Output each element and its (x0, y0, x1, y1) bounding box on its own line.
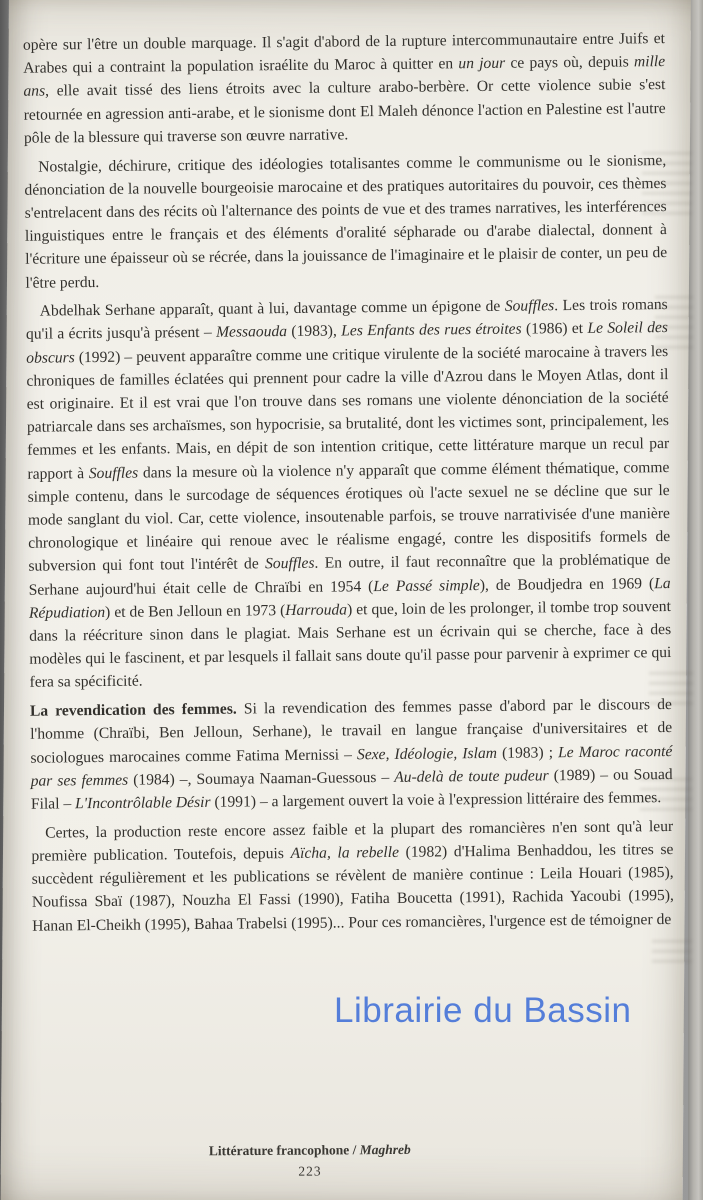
running-title (0, 1140, 651, 1161)
text-run: (1986) et (521, 320, 588, 338)
italic-run: Au-delà de toute pudeur (394, 767, 549, 786)
italic-run: Les Enfants des rues étroites (341, 321, 522, 340)
text-run: . En outre, il faut reconnaître que la problématique de Serhane aujourd'hui était celle de Chraïbi en 1954 ( (28, 551, 671, 599)
ink-bleed-through (649, 672, 693, 708)
text-run: Abdelhak Serhane apparaît, quant à lui, davantage comme un épigone de (39, 297, 505, 320)
italic-run: Messaouda (215, 323, 288, 342)
italic-run: Maghreb (359, 1141, 411, 1158)
ink-bleed-through (640, 778, 692, 816)
italic-run: La Répudiation (28, 574, 671, 622)
watermark-text: Librairie du Bassin (334, 991, 632, 1030)
italic-run: Le Passé simple (373, 576, 480, 595)
italic-run: Souffles (504, 297, 555, 315)
text-run: (1991) – a largement ouvert la voie à l'expression littéraire des femmes. (210, 789, 662, 811)
text-run: Nostalgie, déchirure, critique des idéologies totalisantes comme le communisme ou le sionisme, dénonciation de la nouvelle bourgeoisie marocaine et des pratiques autoritaires du pouvoir, ces thèmes s'entrelacent dans des récits où l'alternance des points de vue et des trames narratives, les interférences linguistiques entre le français et des éléments d'oralité sépharade ou d'arabe dialectal, donnent à l'écriture une épaisseur où se récrée, dans la jouissance de l'imaginaire et le plaisir de conter, un peu de l'être perdu. (24, 151, 668, 292)
text-run: dans la mesure où la violence n'y apparaît que comme élément thématique, comme simple contenu, dans le surcodage de séquences érotiques où l'acte sexuel ne se décline que sur le mode sanglant du viol. Car, cette violence, insoutenable parfois, se trouve narrativisée d'une manière chronologique et linéaire qui renoue avec le réalisme engagé, contre les dispositifs formels de subversion qui font tout l'intérêt de (27, 458, 671, 576)
page-number: 223 (298, 1163, 322, 1179)
text-run: , elle avait tissé des liens étroits avec la culture arabo-berbère. Or cette violence subie s'est retournée en agression anti-arabe, et le sionisme dont El Maleh dénonce l'action en Palestine est l'autre pôle de la blessure qui traverse son œuvre narrative. (23, 76, 666, 147)
ink-bleed-through (652, 940, 692, 968)
paragraph (31, 815, 674, 938)
paragraph (26, 293, 672, 694)
text-run: ) et que, loin de les prolonger, il tombe trop souvent dans la réécriture sinon dans le plagiat. Mais Serhane est un écrivain qui se cherche, face à des modèles qui le fascinent, et par lesquels il fallait sans doute qu'il passe pour parvenir à exprimer ce qui fera sa spécificité. (29, 597, 672, 692)
text-run: Littérature francophone / (208, 1142, 360, 1159)
italic-run: L'Incontrôlable Désir (75, 793, 211, 813)
text-run: (1989) – ou Souad Filal – (30, 765, 673, 813)
text-run: Si la revendication des femmes passe d'abord par le discours de l'homme (Chraïbi, Ben Jelloun, Serhane), le travail en langue française d'universitaires et de sociologues marocaines comme Fatima Mernissi – (30, 696, 673, 767)
text-run: ce pays où, depuis (505, 53, 635, 72)
italic-run: un jour (458, 54, 506, 73)
ink-bleed-through (642, 152, 692, 218)
italic-run: Aïcha, la rebelle (290, 843, 400, 862)
italic-run: Le Maroc raconté par ses femmes (30, 742, 673, 790)
paragraph (23, 27, 666, 150)
text-run: . Les trois romans qu'il a écrits jusqu'à présent – (25, 296, 668, 344)
italic-run: Le Soleil des obscurs (26, 319, 669, 367)
text-run: (1992) – peuvent apparaître comme une critique virulente de la société marocaine à travers les chroniques de familles éclatées qui prennent pour cadre la ville d'Azrou dans le Moyen Atlas, dont il est originaire. Et il est vrai que l'on trouve dans ses romans une violente dénonciation de la société patriarcale dans ses archaïsmes, son hypocrisie, sa brutalité, dont les victimes sont, principalement, les femmes et les enfants. Mais, en dépit de son intention critique, cette littérature marque un recul par rapport à (26, 342, 670, 483)
text-run: ) et de Ben Jelloun en 1973 ( (105, 601, 286, 621)
italic-run: mille ans (23, 53, 666, 101)
italic-run: Souffles (88, 464, 139, 482)
text-run: Certes, la production reste encore assez faible et la plupart des romancières n'en sont qu'à leur première publication. Toutefois, depuis (31, 817, 674, 865)
text-block (23, 27, 674, 943)
italic-run: Harrouda (285, 601, 348, 619)
text-run: (1984) –, Soumaya Naaman-Guessous – (128, 768, 395, 789)
text-run: opère sur l'être un double marquage. Il s'agit d'abord de la rupture intercommunautaire entre Juifs et Arabes qui a contraint la population israélite du Maroc à quitter en (22, 30, 666, 77)
italic-run: Sexe, Idéologie, Islam (356, 744, 498, 763)
text-run: (1983) ; (496, 743, 559, 762)
page-footer (1, 1140, 683, 1182)
text-run: (1982) d'Halima Benhaddou, les titres se succèdent régulièrement et les publications se révèlent de manière continue : Leila Houari (1985), Noufissa Sbaï (1987), Nouzha El Fassi (1990), Fatiha Boucetta (1991), Rachida Yacoubi (1995), Hanan El-Cheikh (1995), Bahaa Trabelsi (1995)... Pour ces romancières, l'urgence est de témoigner de (31, 840, 674, 935)
paragraph (30, 693, 673, 816)
bold-run: La revendication des femmes. (29, 700, 237, 720)
text-run: (1983), (286, 322, 342, 341)
italic-run: Souffles (265, 555, 315, 573)
text-run: ), de Boudjedra en 1969 ( (479, 574, 655, 594)
ink-bleed-through (655, 296, 693, 354)
paragraph (24, 149, 667, 295)
